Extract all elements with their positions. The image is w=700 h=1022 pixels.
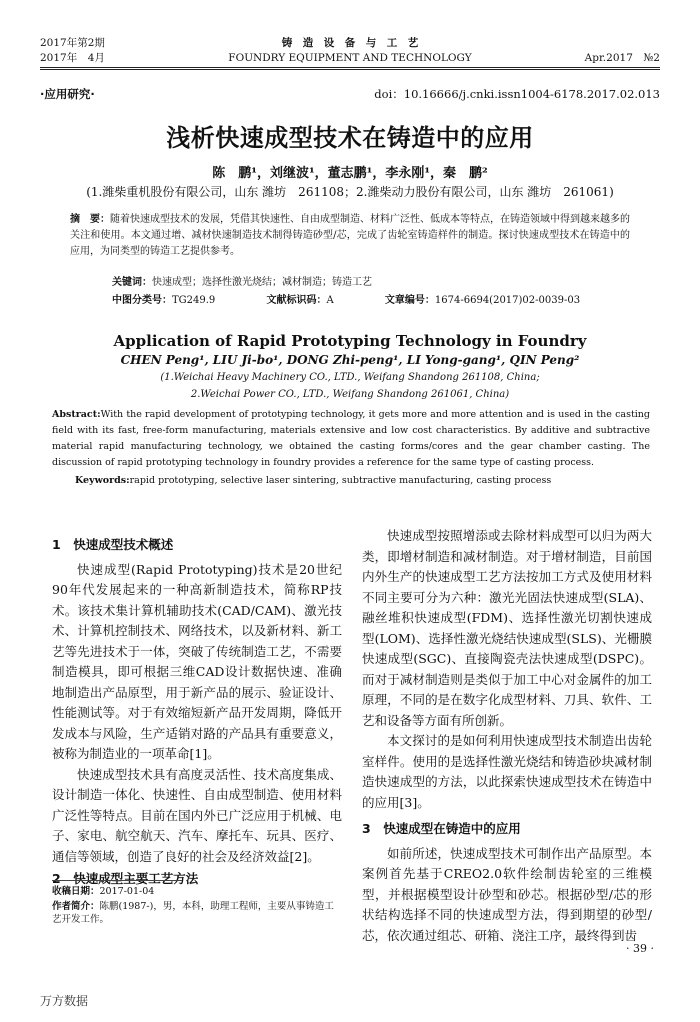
right-column [362, 526, 652, 946]
section-1-paragraph-2: 快速成型技术具有高度灵活性、技术高度集成、设计制造一体化、快速性、自由成型制造、使用材料广泛性等特点。目前在国内外已广泛应用于机械、电子、家电、航空航天、汽车、摩托车、玩具、医疗、通信等领域，创造了良好的社会及经济效益[2]。 [52, 766, 342, 864]
header-issue-cn: 2017年第2期 [40, 37, 105, 49]
footnote-author [52, 900, 342, 926]
keywords-en-text: rapid prototyping, selective laser sintering, subtractive manufacturing, casting process [129, 475, 552, 486]
keywords-en-label: Keywords: [75, 475, 130, 486]
author-label: 作者简介： [52, 901, 100, 912]
clc-value: TG249.9 [172, 295, 216, 306]
column-label: ·应用研究· [40, 87, 95, 101]
article-no-value: 1674-6694(2017)02-0039-03 [434, 295, 581, 306]
section-3-heading: 3 快速成型在铸造中的应用 [362, 821, 521, 836]
abstract-en-text: With the rapid development of prototyping technology, it gets more and more attention and is used in the casting field with its fast, free-form manufacturing, materials extensive and low cost characteristics. By additive and subtractive material rapid manufacturing technology, we obtained the casting forms/cores and the gear chamber casting. The discussion of rapid prototyping technology in foundry provides a reference for the same type of casting process. [52, 409, 650, 468]
section-1-paragraph-1: 快速成型(Rapid Prototyping)技术是20世纪90年代发展起来的一种高新制造技术，简称RP技术。该技术集计算机辅助技术(CAD/CAM)、激光技术、计算机控制技术、网络技术，以及新材料、新工艺等先进技术于一体，突破了传统制造工艺，不需要制造模具，即可根据三维CAD设计数据快速、准确地制造出产品原型，用于新产品的展示、验证设计、性能测试等。对于有效缩短新产品开发周期，降低开发成本与风险，生产适销对路的产品具有重要意义，被称为制造业的一项革命[1]。 [52, 561, 342, 761]
title-cn: 浅析快速成型技术在铸造中的应用 [166, 124, 534, 152]
doc-code-value: A [326, 295, 334, 306]
abstract-cn-text: 随着快速成型技术的发展，凭借其快速性、自由成型制造、材料广泛性、低成本等特点，在铸造领域中得到越来越多的关注和使用。本文通过增、减材快速制造技术制得铸造砂型/芯，完成了齿轮室铸造样件的制造。探讨快速成型技术在铸造中的应用，为同类型的铸造工艺提供参考。 [70, 214, 630, 257]
footnote-received [52, 885, 342, 898]
author-bio: 陈鹏(1987-)，男，本科，助理工程师，主要从事铸造工艺开发工作。 [52, 901, 334, 925]
abstract-en-label: Abstract: [52, 409, 101, 420]
header-journal-en: FOUNDRY EQUIPMENT AND TECHNOLOGY [228, 52, 472, 64]
page-number: · 39 · [626, 942, 654, 955]
doc-code-label: 文献标识码： [266, 295, 327, 306]
footnote-rule [52, 880, 182, 881]
classification-row [112, 291, 632, 306]
article-no-label: 文章编号： [384, 295, 435, 306]
header-journal-cn: 铸 造 设 备 与 工 艺 [281, 37, 419, 49]
keywords-cn-text: 快速成型；选择性激光烧结；减材制造；铸造工艺 [152, 277, 372, 288]
authors-en: CHEN Peng¹, LIU Ji-bo¹, DONG Zhi-peng¹, LI Yong-gang¹, QIN Peng² [120, 353, 580, 367]
section-3-paragraph-1: 如前所述，快速成型技术可制作出产品原型。本案例首先基于CREO2.0软件绘制齿轮室的三维模型，并根据模型设计砂型和砂芯。根据砂型/芯的形状结构选择不同的快速成型方法，得到期望的砂型/芯，依次通过组芯、研箱、浇注工序，最终得到齿 [362, 845, 652, 943]
section-1-heading: 1 快速成型技术概述 [52, 537, 174, 552]
title-en: Application of Rapid Prototyping Technology in Foundry [113, 332, 587, 350]
authors-cn: 陈 鹏¹，刘继波¹，董志鹏¹，李永刚¹，秦 鹏² [212, 166, 488, 181]
left-column [52, 535, 342, 890]
keywords-en [75, 475, 635, 486]
keywords-cn [112, 273, 632, 288]
header-issue-en: Apr.2017 №2 [584, 52, 660, 64]
watermark: 万方数据 [40, 994, 89, 1008]
keywords-cn-label: 关键词： [112, 277, 152, 288]
doi: doi：10.16666/j.cnki.issn1004-6178.2017.02.013 [374, 87, 660, 101]
abstract-cn [70, 212, 630, 260]
section-2-heading: 2 快速成型主要工艺方法 [52, 871, 199, 886]
section-2-paragraph-1: 快速成型按照增添或去除材料成型可以归为两大类，即增材制造和减材制造。对于增材制造，目前国内外生产的快速成型工艺方法按加工方式及使用材料不同主要可分为六种：激光光固法快速成型(SLA)、融丝堆积快速成型(FDM)、选择性激光切割快速成型(LOM)、选择性激光烧结快速成型(SLS)、光栅膜快速成型(SGC)、直接陶瓷壳法快速成型(DSPC)。而对于减材制造则是类似于加工中心对金属件的加工原理，不同的是在数字化成型材料、刀具、软件、工艺和设备等方面有所创新。 [362, 528, 652, 728]
section-2-paragraph-2: 本文探讨的是如何利用快速成型技术制造出齿轮室样件。使用的是选择性激光烧结和铸造砂块减材制造快速成型的方法，以此探索快速成型技术在铸造中的应用[3]。 [362, 733, 652, 810]
abstract-cn-label: 摘 要： [70, 214, 110, 225]
clc-label: 中图分类号： [112, 295, 172, 306]
header-month-cn: 2017年 4月 [40, 52, 105, 64]
affiliation-cn: (1.潍柴重机股份有限公司，山东 潍坊 261108；2.潍柴动力股份有限公司，山东 潍坊 261061) [86, 185, 614, 199]
header-rule [40, 67, 660, 68]
header-rule-2 [40, 69, 660, 70]
affiliation-en-1: (1.Weichai Heavy Machinery CO., LTD., Weifang Shandong 261108, China; [160, 372, 540, 383]
received-date: 2017-01-04 [99, 886, 155, 897]
received-label: 收稿日期： [52, 886, 100, 897]
affiliation-en-2: 2.Weichai Power CO., LTD., Weifang Shandong 261061, China) [190, 389, 510, 400]
abstract-en [52, 407, 650, 471]
